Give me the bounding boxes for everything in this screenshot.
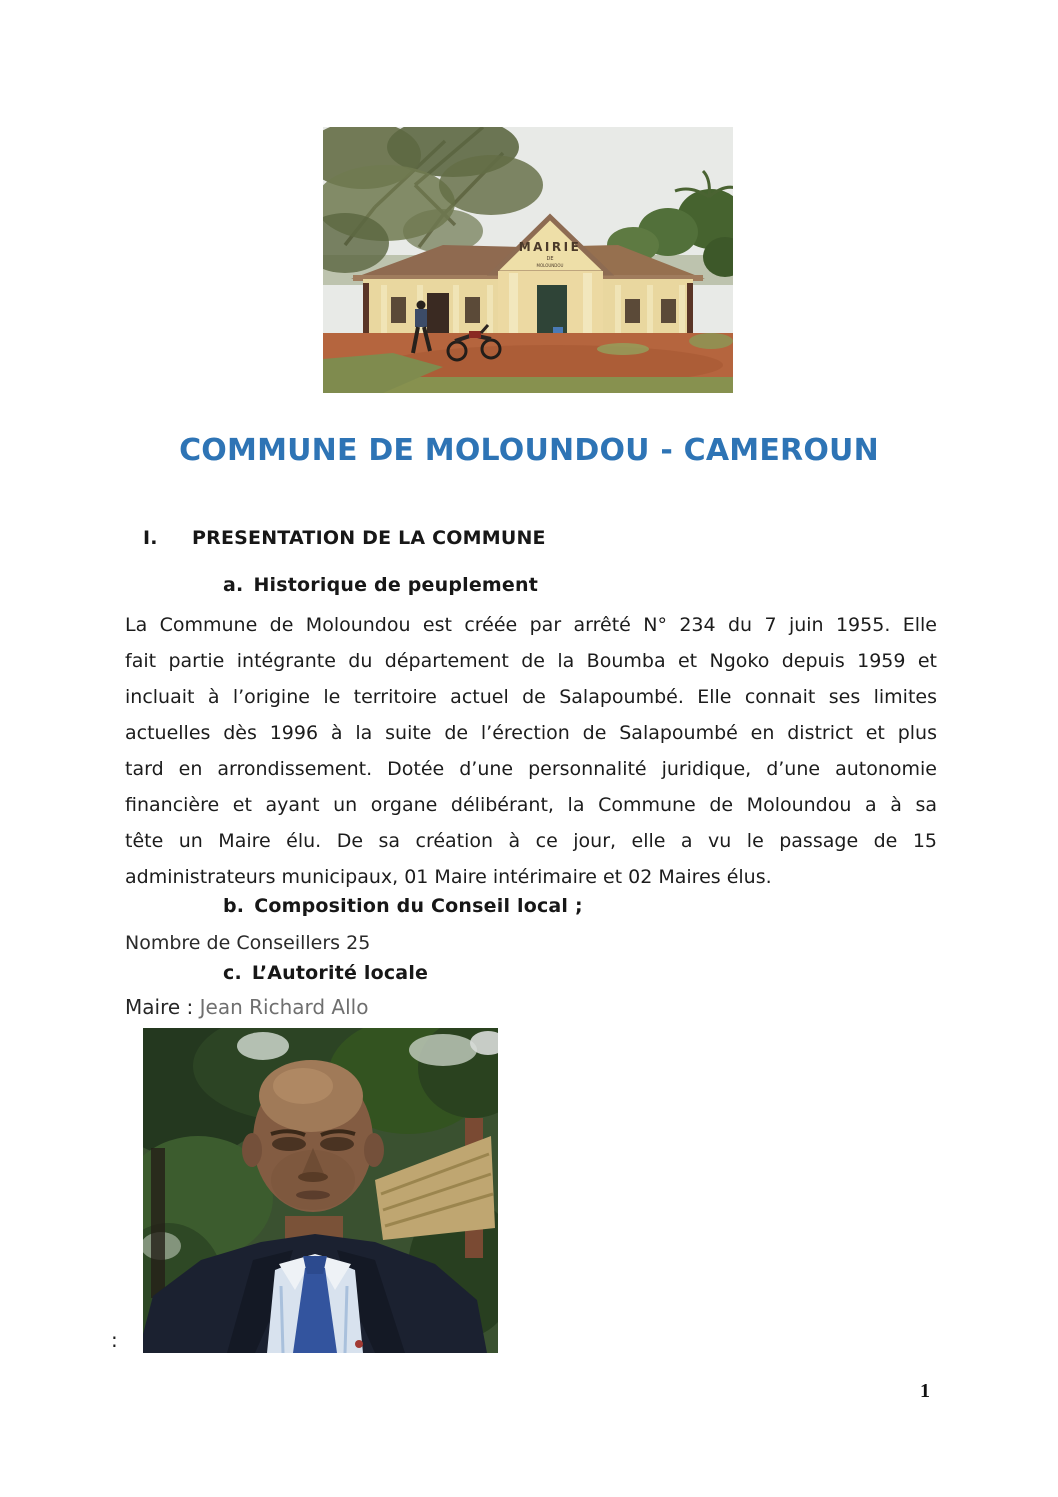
- mairie-sign-line3: MOLOUNDOU: [536, 263, 564, 268]
- mayor-portrait-scene: [143, 1028, 498, 1353]
- mayor-portrait-photo: [143, 1028, 498, 1353]
- subheading-text: Composition du Conseil local ;: [254, 895, 583, 917]
- townhall-photo-scene: [323, 127, 733, 393]
- section-numeral: I.: [143, 527, 158, 549]
- subheading-text: L’Autorité locale: [251, 962, 429, 984]
- mairie-sign-line2: DE: [546, 256, 554, 262]
- end-post-right: [687, 283, 693, 341]
- paragraph-line: La Commune de Moloundou est créée par arrêté N° 234 du 7 juin 1955. Elle: [125, 614, 937, 636]
- mayor-label: Maire :: [125, 995, 194, 1019]
- subheading-letter: b.: [223, 895, 245, 917]
- mayor-name: Jean Richard Allo: [199, 995, 369, 1019]
- paragraph-line: financière et ayant un organe délibérant, la Commune de Moloundou a à sa: [125, 794, 937, 816]
- ear-right: [364, 1133, 384, 1167]
- ground: [323, 333, 733, 393]
- paragraph-line: incluait à l’origine le territoire actuel de Salapoumbé. Elle connait ses limites: [125, 686, 937, 708]
- mayor-line: [125, 995, 368, 1019]
- council-count-line: Nombre de Conseillers 25: [125, 932, 371, 954]
- section-heading-presentation: [143, 527, 546, 549]
- stray-colon: :: [111, 1328, 118, 1352]
- tie-knot: [303, 1256, 327, 1274]
- paragraph-line: tard en arrondissement. Dotée d’une personnalité juridique, d’une autonomie: [125, 758, 937, 780]
- subheading-autorite: [223, 962, 428, 984]
- subheading-text: Historique de peuplement: [253, 574, 539, 596]
- paragraph-line: fait partie intégrante du département de la Boumba et Ngoko depuis 1959 et: [125, 650, 937, 672]
- subheading-letter: c.: [223, 962, 242, 984]
- mairie-sign: MAIRIE: [518, 240, 582, 254]
- historique-paragraph: [125, 607, 937, 895]
- subheading-historique: [223, 574, 538, 596]
- porch-column-right: [583, 273, 592, 343]
- subheading-composition: [223, 895, 583, 917]
- ear-left: [242, 1133, 262, 1167]
- subheading-letter: a.: [223, 574, 244, 596]
- porch-column-left: [509, 273, 518, 343]
- page-title: COMMUNE DE MOLOUNDOU - CAMEROUN: [179, 433, 879, 468]
- page-number: 1: [920, 1380, 930, 1402]
- paragraph-line: tête un Maire élu. De sa création à ce jour, elle a vu le passage de 15: [125, 830, 937, 852]
- paragraph-line: administrateurs municipaux, 01 Maire intérimaire et 02 Maires élus.: [125, 866, 772, 888]
- paragraph-line: actuelles dès 1996 à la suite de l’érection de Salapoumbé en district et plus: [125, 722, 937, 744]
- left-door: [427, 293, 449, 339]
- townhall-photo: [323, 127, 733, 393]
- section-heading-text: PRESENTATION DE LA COMMUNE: [192, 527, 546, 549]
- end-post-left: [363, 283, 369, 341]
- lapel-pin: [355, 1340, 363, 1348]
